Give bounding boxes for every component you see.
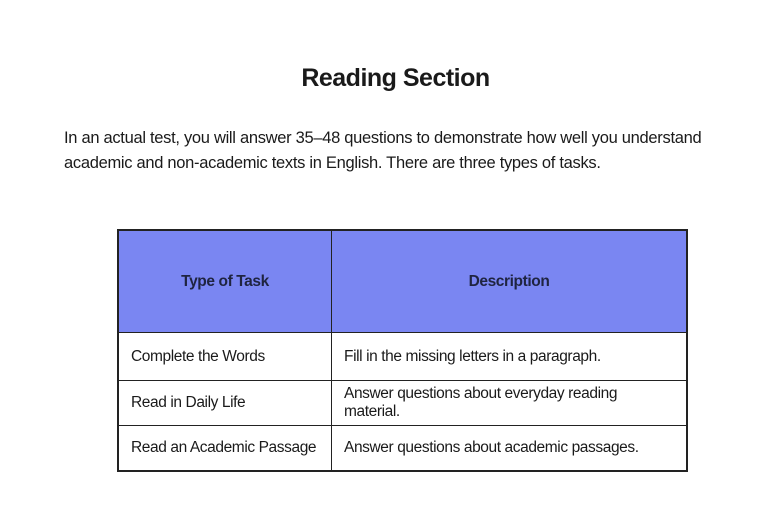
task-type-cell: Complete the Words: [118, 333, 332, 381]
task-type-cell: Read in Daily Life: [118, 381, 332, 426]
table-row: [118, 333, 687, 381]
table-row: [118, 426, 687, 472]
page-title: Reading Section: [301, 64, 490, 92]
header-description: Description: [332, 230, 688, 333]
header-type-of-task: Type of Task: [118, 230, 332, 333]
table-header-row: [118, 230, 687, 333]
task-types-table: [117, 229, 688, 472]
task-type-cell: Read an Academic Passage: [118, 426, 332, 472]
task-description-cell: Answer questions about academic passages.: [332, 426, 688, 472]
task-description-cell: Fill in the missing letters in a paragraph.: [332, 333, 688, 381]
task-description-cell: Answer questions about everyday reading material.: [332, 381, 688, 426]
table-row: [118, 381, 687, 426]
intro-paragraph: In an actual test, you will answer 35–48 questions to demonstrate how well you understand academic and non-academic texts in English. There are three types of tasks.: [64, 129, 702, 172]
